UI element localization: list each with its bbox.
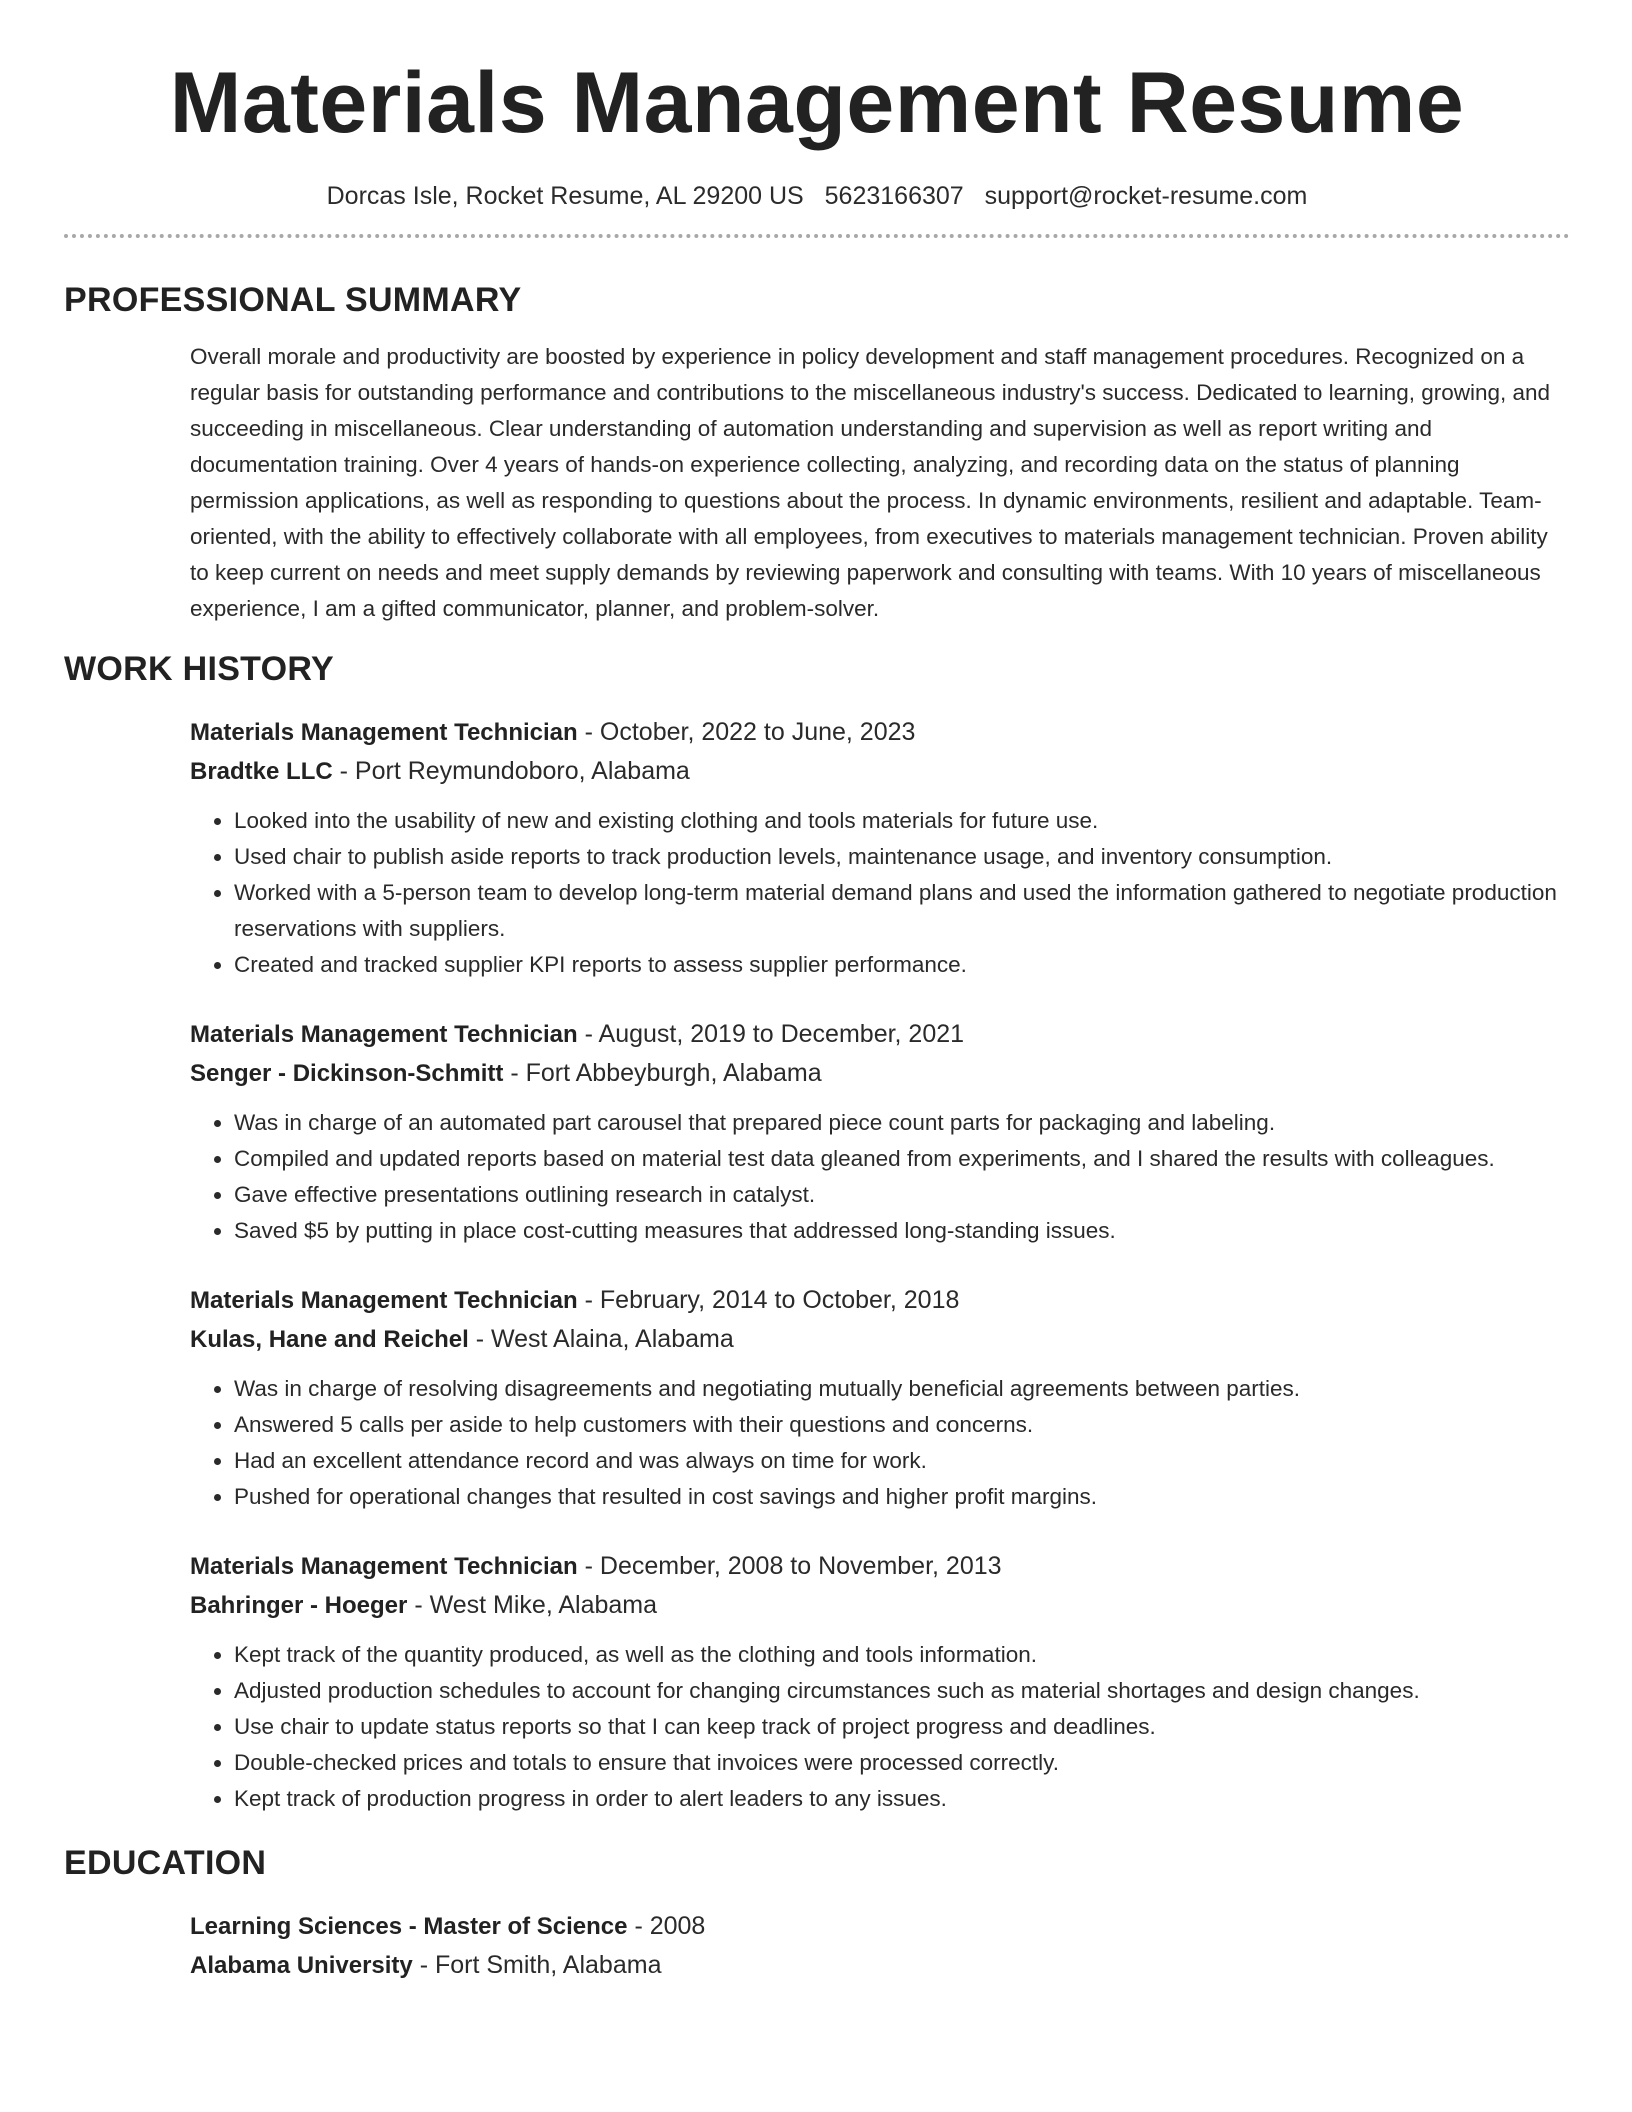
job-bullet: • Kept track of the quantity produced, as well as the clothing and tools information. bbox=[234, 1637, 1570, 1673]
job-bullets bbox=[190, 803, 1570, 983]
job-entry bbox=[190, 1281, 1570, 1515]
job-bullet: • Worked with a 5-person team to develop long-term material demand plans and used the information gathered to negotiate production reservations with suppliers. bbox=[234, 875, 1570, 947]
job-bullet: • Adjusted production schedules to account for changing circumstances such as material shortages and design changes. bbox=[234, 1673, 1570, 1709]
job-company-line bbox=[190, 752, 1570, 791]
education-heading: EDUCATION bbox=[64, 1844, 267, 1882]
education-degree-line bbox=[190, 1907, 1570, 1946]
job-bullet: • Double-checked prices and totals to ensure that invoices were processed correctly. bbox=[234, 1745, 1570, 1781]
contact-line bbox=[64, 180, 1570, 212]
job-title: Materials Management Technician bbox=[190, 1553, 578, 1580]
job-title-line bbox=[190, 1547, 1570, 1586]
job-title: Materials Management Technician bbox=[190, 719, 578, 746]
job-company-line bbox=[190, 1586, 1570, 1625]
job-entry bbox=[190, 713, 1570, 983]
contact-phone: 5623166307 bbox=[824, 182, 964, 210]
education-location: - Fort Smith, Alabama bbox=[419, 1951, 662, 1979]
summary-text: Overall morale and productivity are boosted by experience in policy development and staff management procedures. Recognized on a regular basis for outstanding performance and contributions to the miscellaneous industry's success. Dedicated to learning, growing, and succeeding in miscellaneous. Clear understanding of automation understanding and supervision as well as report writing and documentation training. Over 4 years of hands-on experience collecting, analyzing, and recording data on the status of planning permission applications, as well as responding to questions about the process. In dynamic environments, resilient and adaptable. Team-oriented, with the ability to effectively collaborate with all employees, from executives to materials management technician. Proven ability to keep current on needs and meet supply demands by reviewing paperwork and consulting with teams. With 10 years of miscellaneous experience, I am a gifted communicator, planner, and problem-solver. bbox=[190, 344, 1551, 621]
job-dates: - February, 2014 to October, 2018 bbox=[584, 1286, 960, 1314]
job-bullets bbox=[190, 1105, 1570, 1249]
job-bullet: • Used chair to publish aside reports to track production levels, maintenance usage, and inventory consumption. bbox=[234, 839, 1570, 875]
education-school: Alabama University bbox=[190, 1952, 413, 1979]
job-dates: - December, 2008 to November, 2013 bbox=[584, 1552, 1002, 1580]
job-company: Bahringer - Hoeger bbox=[190, 1592, 408, 1619]
job-bullets bbox=[190, 1637, 1570, 1817]
job-bullets bbox=[190, 1371, 1570, 1515]
job-title-line bbox=[190, 1281, 1570, 1320]
job-title: Materials Management Technician bbox=[190, 1287, 578, 1314]
job-company-line bbox=[190, 1054, 1570, 1093]
job-bullet: • Had an excellent attendance record and was always on time for work. bbox=[234, 1443, 1570, 1479]
work-history-heading: WORK HISTORY bbox=[64, 650, 334, 688]
job-bullet: • Kept track of production progress in order to alert leaders to any issues. bbox=[234, 1781, 1570, 1817]
education-year: - 2008 bbox=[634, 1912, 706, 1940]
job-company: Senger - Dickinson-Schmitt bbox=[190, 1060, 504, 1087]
contact-email: support@rocket-resume.com bbox=[984, 182, 1308, 210]
header-divider bbox=[64, 234, 1570, 238]
job-location: - Fort Abbeyburgh, Alabama bbox=[510, 1059, 822, 1087]
job-bullet: • Compiled and updated reports based on material test data gleaned from experiments, and I shared the results with colleagues. bbox=[234, 1141, 1570, 1177]
job-entry bbox=[190, 1015, 1570, 1249]
job-bullet: • Gave effective presentations outlining research in catalyst. bbox=[234, 1177, 1570, 1213]
job-location: - West Mike, Alabama bbox=[414, 1591, 658, 1619]
job-title: Materials Management Technician bbox=[190, 1021, 578, 1048]
resume-page bbox=[64, 0, 1570, 1985]
job-location: - West Alaina, Alabama bbox=[475, 1325, 734, 1353]
job-bullet: • Use chair to update status reports so that I can keep track of project progress and deadlines. bbox=[234, 1709, 1570, 1745]
job-company: Bradtke LLC bbox=[190, 758, 333, 785]
job-location: - Port Reymundoboro, Alabama bbox=[339, 757, 690, 785]
job-company: Kulas, Hane and Reichel bbox=[190, 1326, 469, 1353]
education-degree: Learning Sciences - Master of Science bbox=[190, 1913, 628, 1940]
resume-title: Materials Management Resume bbox=[169, 55, 1465, 151]
contact-address: Dorcas Isle, Rocket Resume, AL 29200 US bbox=[326, 182, 804, 210]
job-bullet: • Answered 5 calls per aside to help customers with their questions and concerns. bbox=[234, 1407, 1570, 1443]
job-company-line bbox=[190, 1320, 1570, 1359]
education-entry bbox=[190, 1907, 1570, 1985]
education-school-line bbox=[190, 1946, 1570, 1985]
job-dates: - August, 2019 to December, 2021 bbox=[584, 1020, 965, 1048]
job-bullet: • Was in charge of an automated part carousel that prepared piece count parts for packaging and labeling. bbox=[234, 1105, 1570, 1141]
job-title-line bbox=[190, 713, 1570, 752]
job-bullet: • Pushed for operational changes that resulted in cost savings and higher profit margins. bbox=[234, 1479, 1570, 1515]
job-bullet: • Saved $5 by putting in place cost-cutting measures that addressed long-standing issues. bbox=[234, 1213, 1570, 1249]
summary-heading: PROFESSIONAL SUMMARY bbox=[64, 281, 522, 319]
work-history-list bbox=[190, 713, 1570, 1817]
job-entry bbox=[190, 1547, 1570, 1817]
job-bullet: • Looked into the usability of new and existing clothing and tools materials for future use. bbox=[234, 803, 1570, 839]
job-dates: - October, 2022 to June, 2023 bbox=[584, 718, 916, 746]
job-bullet: • Was in charge of resolving disagreements and negotiating mutually beneficial agreements between parties. bbox=[234, 1371, 1570, 1407]
job-bullet: • Created and tracked supplier KPI reports to assess supplier performance. bbox=[234, 947, 1570, 983]
job-title-line bbox=[190, 1015, 1570, 1054]
